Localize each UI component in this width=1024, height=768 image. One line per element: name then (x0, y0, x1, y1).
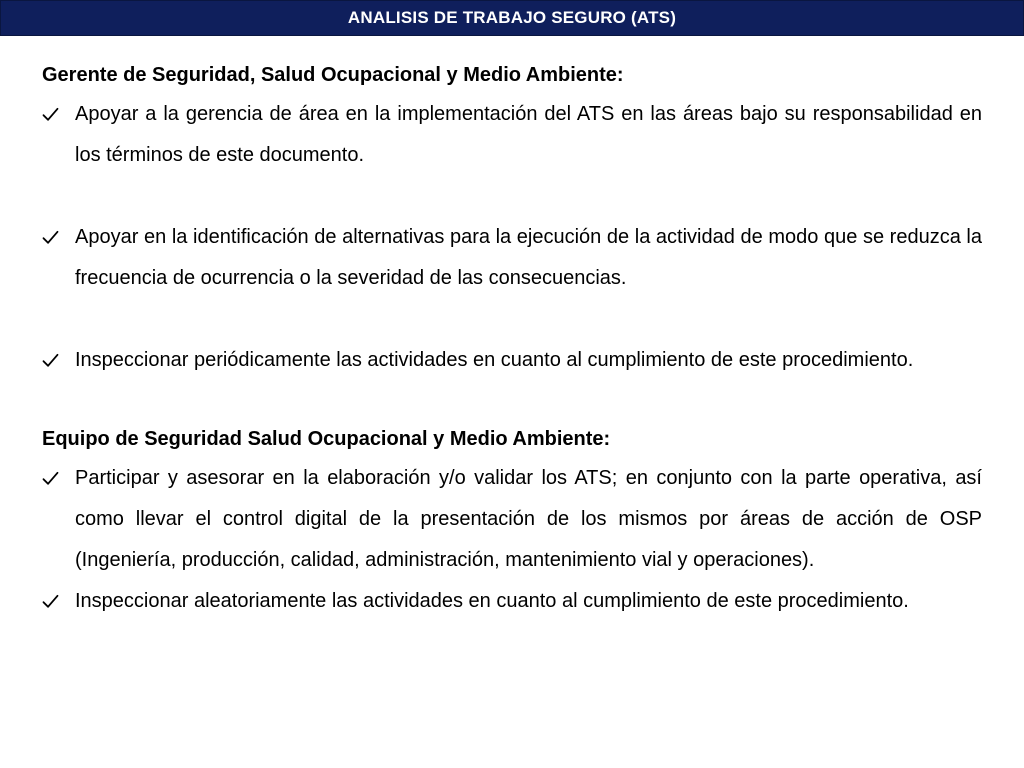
check-icon (42, 340, 64, 381)
spacer (42, 381, 982, 422)
check-icon (42, 217, 64, 258)
document-body (42, 58, 982, 622)
spacer (42, 299, 982, 340)
check-icon (42, 94, 64, 135)
list-item (42, 581, 982, 622)
check-icon (42, 581, 64, 622)
list-item-text: Inspeccionar aleatoriamente las actividades en cuanto al cumplimiento de este procedimiento. (75, 590, 909, 612)
page-title: ANALISIS DE TRABAJO SEGURO (ATS) (347, 8, 677, 27)
list-item (42, 340, 982, 381)
list-item-text: Inspeccionar periódicamente las actividades en cuanto al cumplimiento de este procedimiento. (75, 349, 914, 371)
list-item-text: Apoyar en la identificación de alternativas para la ejecución de la actividad de modo que se reduzca la frecuencia de ocurrencia o la severidad de las consecuencias. (75, 226, 982, 289)
list-item (42, 458, 982, 581)
section-heading-gerente: Gerente de Seguridad, Salud Ocupacional y Medio Ambiente: (42, 64, 624, 86)
check-icon (42, 458, 64, 499)
list-item-text: Participar y asesorar en la elaboración y/o validar los ATS; en conjunto con la parte operativa, así como llevar el control digital de la presentación de los mismos por áreas de acción de OSP (Ingeniería, producción, calidad, administración, mantenimiento vial y operaciones). (75, 467, 982, 571)
section-heading-equipo: Equipo de Seguridad Salud Ocupacional y Medio Ambiente: (42, 428, 611, 450)
spacer (42, 176, 982, 217)
list-item (42, 217, 982, 299)
title-bar (0, 0, 1024, 36)
list-item (42, 94, 982, 176)
list-item-text: Apoyar a la gerencia de área en la implementación del ATS en las áreas bajo su responsabilidad en los términos de este documento. (75, 103, 982, 166)
